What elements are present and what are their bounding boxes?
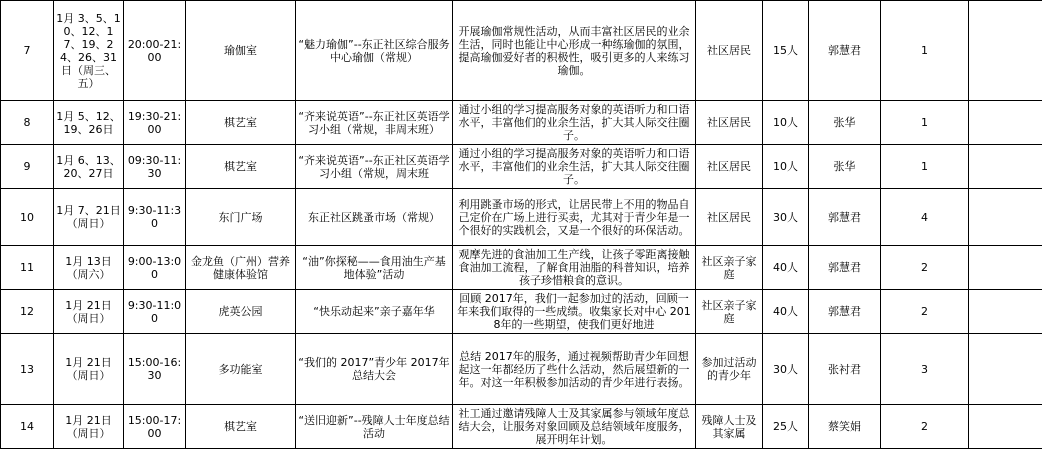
venue-cell: 瑜伽室 bbox=[186, 1, 296, 101]
sessions-cell: 1 bbox=[881, 1, 969, 101]
table-row bbox=[1, 334, 1042, 405]
row-number: 8 bbox=[1, 101, 54, 145]
date-cell: 1月 13日（周六） bbox=[54, 246, 124, 290]
row-number: 13 bbox=[1, 334, 54, 405]
table-row bbox=[1, 405, 1042, 449]
activity-name-cell: “魅力瑜伽”--东正社区综合服务中心瑜伽（常规） bbox=[296, 1, 453, 101]
participant-count-cell: 25人 bbox=[763, 405, 809, 449]
participant-count-cell: 40人 bbox=[763, 246, 809, 290]
target-group-cell: 社区居民 bbox=[696, 101, 763, 145]
participant-count-cell: 10人 bbox=[763, 101, 809, 145]
date-cell: 1月 5、12、19、26日 bbox=[54, 101, 124, 145]
target-group-cell: 参加过活动的青少年 bbox=[696, 334, 763, 405]
description-cell: 利用跳蚤市场的形式，让居民带上不用的物品自己定价在广场上进行买卖，尤其对于青少年是一个很好的实践机会，又是一个很好的环保活动。 bbox=[453, 189, 696, 246]
time-cell: 9:30-11:30 bbox=[124, 189, 186, 246]
table-row bbox=[1, 1, 1042, 101]
notes-cell bbox=[969, 405, 1042, 449]
table-row bbox=[1, 290, 1042, 334]
participant-count-cell: 30人 bbox=[763, 189, 809, 246]
staff-cell: 蔡笑娟 bbox=[809, 405, 881, 449]
row-number: 10 bbox=[1, 189, 54, 246]
participant-count-cell: 15人 bbox=[763, 1, 809, 101]
staff-cell: 郭慧君 bbox=[809, 1, 881, 101]
target-group-cell: 社区亲子家庭 bbox=[696, 246, 763, 290]
target-group-cell: 社区居民 bbox=[696, 1, 763, 101]
row-number: 14 bbox=[1, 405, 54, 449]
target-group-cell: 残障人士及其家属 bbox=[696, 405, 763, 449]
notes-cell bbox=[969, 1, 1042, 101]
activity-name-cell: “送旧迎新”--残障人士年度总结活动 bbox=[296, 405, 453, 449]
date-cell: 1月 3、5、10、12、17、19、24、26、31日（周三、五） bbox=[54, 1, 124, 101]
description-cell: 回顾 2017年，我们一起参加过的活动，回顾一年来我们取得的一些成绩。收集家长对中心 2018年的一些期望，使我们更好地进 bbox=[453, 290, 696, 334]
description-cell: 总结 2017年的服务，通过视频帮助青少年回想起这一年都经历了些什么活动，然后展望新的一年。对这一年积极参加活动的青少年进行表扬。 bbox=[453, 334, 696, 405]
staff-cell: 郭慧君 bbox=[809, 246, 881, 290]
participant-count-cell: 40人 bbox=[763, 290, 809, 334]
date-cell: 1月 21日（周日） bbox=[54, 290, 124, 334]
table-row bbox=[1, 189, 1042, 246]
notes-cell bbox=[969, 101, 1042, 145]
activity-name-cell: “油”你探秘——食用油生产基地体验”活动 bbox=[296, 246, 453, 290]
venue-cell: 棋艺室 bbox=[186, 405, 296, 449]
notes-cell bbox=[969, 145, 1042, 189]
venue-cell: 多功能室 bbox=[186, 334, 296, 405]
time-cell: 15:00-17:00 bbox=[124, 405, 186, 449]
time-cell: 9:00-13:00 bbox=[124, 246, 186, 290]
venue-cell: 棋艺室 bbox=[186, 145, 296, 189]
notes-cell bbox=[969, 334, 1042, 405]
staff-cell: 张衬君 bbox=[809, 334, 881, 405]
date-cell: 1月 7、21日（周日） bbox=[54, 189, 124, 246]
activity-name-cell: “快乐动起来”亲子嘉年华 bbox=[296, 290, 453, 334]
staff-cell: 张华 bbox=[809, 101, 881, 145]
activity-name-cell: 东正社区跳蚤市场（常规） bbox=[296, 189, 453, 246]
notes-cell bbox=[969, 189, 1042, 246]
venue-cell: 棋艺室 bbox=[186, 101, 296, 145]
sessions-cell: 4 bbox=[881, 189, 969, 246]
time-cell: 20:00-21:00 bbox=[124, 1, 186, 101]
table-row bbox=[1, 101, 1042, 145]
description-cell: 开展瑜伽常规性活动，从而丰富社区居民的业余生活，同时也能让中心形成一种练瑜伽的氛围，提高瑜伽爱好者的积极性，吸引更多的人来练习瑜伽。 bbox=[453, 1, 696, 101]
notes-cell bbox=[969, 290, 1042, 334]
row-number: 11 bbox=[1, 246, 54, 290]
staff-cell: 张华 bbox=[809, 145, 881, 189]
target-group-cell: 社区居民 bbox=[696, 145, 763, 189]
table-row bbox=[1, 145, 1042, 189]
sessions-cell: 3 bbox=[881, 334, 969, 405]
activity-name-cell: “齐来说英语”--东正社区英语学习小组（常规，非周末班） bbox=[296, 101, 453, 145]
activity-name-cell: “我们的 2017”青少年 2017年总结大会 bbox=[296, 334, 453, 405]
time-cell: 9:30-11:00 bbox=[124, 290, 186, 334]
description-cell: 社工通过邀请残障人士及其家属参与领域年度总结大会，让服务对象回顾及总结领域年度服务，展开明年计划。 bbox=[453, 405, 696, 449]
time-cell: 19:30-21:00 bbox=[124, 101, 186, 145]
participant-count-cell: 30人 bbox=[763, 334, 809, 405]
sessions-cell: 2 bbox=[881, 405, 969, 449]
staff-cell: 郭慧君 bbox=[809, 290, 881, 334]
description-cell: 通过小组的学习提高服务对象的英语听力和口语水平，丰富他们的业余生活，扩大其人际交往圈子。 bbox=[453, 101, 696, 145]
date-cell: 1月 21日（周日） bbox=[54, 405, 124, 449]
staff-cell: 郭慧君 bbox=[809, 189, 881, 246]
description-cell: 观摩先进的食油加工生产线，让孩子零距离接触食油加工流程，了解食用油脂的科普知识，培养孩子珍惜粮食的意识。 bbox=[453, 246, 696, 290]
date-cell: 1月 21日（周日） bbox=[54, 334, 124, 405]
activity-name-cell: “齐来说英语”--东正社区英语学习小组（常规，周末班 bbox=[296, 145, 453, 189]
sessions-cell: 2 bbox=[881, 290, 969, 334]
row-number: 12 bbox=[1, 290, 54, 334]
time-cell: 09:30-11:30 bbox=[124, 145, 186, 189]
target-group-cell: 社区亲子家庭 bbox=[696, 290, 763, 334]
notes-cell bbox=[969, 246, 1042, 290]
sessions-cell: 2 bbox=[881, 246, 969, 290]
target-group-cell: 社区居民 bbox=[696, 189, 763, 246]
venue-cell: 虎英公园 bbox=[186, 290, 296, 334]
venue-cell: 金龙鱼（广州）营养健康体验馆 bbox=[186, 246, 296, 290]
participant-count-cell: 10人 bbox=[763, 145, 809, 189]
row-number: 7 bbox=[1, 1, 54, 101]
row-number: 9 bbox=[1, 145, 54, 189]
time-cell: 15:00-16:30 bbox=[124, 334, 186, 405]
sessions-cell: 1 bbox=[881, 145, 969, 189]
venue-cell: 东门广场 bbox=[186, 189, 296, 246]
date-cell: 1月 6、13、20、27日 bbox=[54, 145, 124, 189]
sessions-cell: 1 bbox=[881, 101, 969, 145]
description-cell: 通过小组的学习提高服务对象的英语听力和口语水平，丰富他们的业余生活，扩大其人际交往圈子。 bbox=[453, 145, 696, 189]
table-row bbox=[1, 246, 1042, 290]
